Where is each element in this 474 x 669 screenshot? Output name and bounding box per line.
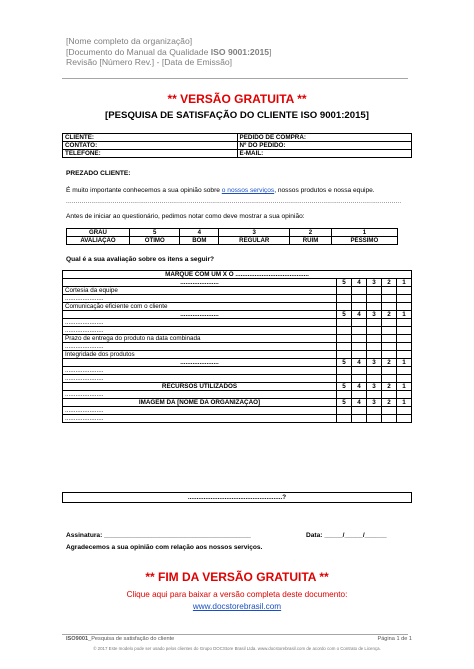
rating-cell[interactable]: 5 <box>337 279 352 287</box>
rating-cell[interactable]: 1 <box>397 311 412 319</box>
survey-row <box>63 383 412 391</box>
survey-item-label: ...................... <box>63 359 337 367</box>
rating-cell[interactable]: 2 <box>382 359 397 367</box>
rating-cell[interactable] <box>397 327 412 335</box>
survey-title: [PESQUISA DE SATISFAÇÃO DO CLIENTE ISO 9001:2015] <box>105 110 369 121</box>
survey-row <box>63 415 412 423</box>
signature-line: Assinatura: ________________________________________ <box>66 532 251 539</box>
table-row: AVALIAÇÃO ÓTIMO BOM REGULAR RUIM PÉSSIMO <box>67 237 398 245</box>
rating-cell[interactable]: 4 <box>352 359 367 367</box>
rating-cell[interactable] <box>352 319 367 327</box>
survey-row <box>63 311 412 319</box>
rating-cell[interactable] <box>397 407 412 415</box>
date-line: Data: _____/_____/______ <box>306 532 387 539</box>
table-row: CONTATO: Nº DO PEDIDO: <box>63 142 412 150</box>
rating-cell[interactable] <box>397 391 412 399</box>
download-cta[interactable]: Clique aqui para baixar a versão completa deste documento: <box>126 590 348 599</box>
rating-cell[interactable] <box>397 295 412 303</box>
survey-item-label: ...................... <box>63 343 337 351</box>
header-divider <box>62 78 408 79</box>
rating-cell[interactable]: 2 <box>382 311 397 319</box>
rating-cell[interactable] <box>367 415 382 423</box>
rating-cell[interactable]: 3 <box>367 311 382 319</box>
rating-cell[interactable] <box>397 415 412 423</box>
rating-cell[interactable] <box>337 343 352 351</box>
survey-item-label: ...................... <box>63 391 337 399</box>
end-free-version-title: ** FIM DA VERSÃO GRATUITA ** <box>145 570 329 584</box>
rating-cell[interactable] <box>352 351 367 359</box>
survey-row <box>63 359 412 367</box>
rating-cell[interactable] <box>382 375 397 383</box>
rating-cell[interactable] <box>382 327 397 335</box>
rating-cell[interactable] <box>352 391 367 399</box>
rating-cell[interactable] <box>352 375 367 383</box>
rating-cell[interactable] <box>337 319 352 327</box>
survey-row <box>63 287 412 295</box>
services-link[interactable]: o nossos serviços <box>221 187 275 194</box>
survey-item-label: Cortesia da equipe <box>63 287 337 295</box>
rating-cell[interactable]: 3 <box>367 359 382 367</box>
final-question-table <box>62 492 412 503</box>
rating-cell[interactable] <box>367 391 382 399</box>
rating-cell[interactable]: 2 <box>382 279 397 287</box>
survey-item-label: Prazo de entrega do produto na data combinada <box>63 335 337 343</box>
org-name: [Nome completo da organização] <box>66 36 193 46</box>
rating-cell[interactable]: 5 <box>337 399 352 407</box>
rating-cell[interactable]: 1 <box>397 359 412 367</box>
rating-cell[interactable] <box>382 415 397 423</box>
rating-cell[interactable] <box>337 391 352 399</box>
rating-cell[interactable] <box>397 303 412 311</box>
survey-item-label: ...................... <box>63 319 337 327</box>
survey-item-label: Comunicação eficiente com o cliente <box>63 303 337 311</box>
rating-cell[interactable] <box>397 375 412 383</box>
rating-cell[interactable]: 4 <box>352 383 367 391</box>
footer-divider <box>62 634 408 635</box>
rating-cell[interactable]: 5 <box>337 383 352 391</box>
survey-table <box>62 270 412 423</box>
survey-row <box>63 391 412 399</box>
survey-item-label: ...................... <box>63 279 337 287</box>
survey-row <box>63 335 412 343</box>
rating-cell[interactable] <box>382 351 397 359</box>
rating-cell[interactable] <box>382 343 397 351</box>
rating-cell[interactable] <box>382 407 397 415</box>
rating-cell[interactable]: 1 <box>397 383 412 391</box>
table-row <box>63 493 412 503</box>
rating-cell[interactable]: 2 <box>382 383 397 391</box>
thanks-text: Agradecemos a sua opinião com relação aos nossos serviços. <box>66 544 263 551</box>
rating-cell[interactable] <box>337 407 352 415</box>
table-row: TELEFONE: E-MAIL: <box>63 150 412 158</box>
survey-row <box>63 367 412 375</box>
copyright-text: © 2017 Este modelo pode ser usado pelos clientes do Grupo DOCStore Brasil Ltda. www.docstorebrasil.com de acordo com o Contrato de Licença. <box>93 646 381 651</box>
survey-item-label: ...................... <box>63 375 337 383</box>
survey-row <box>63 375 412 383</box>
footer-doc-name: ISO9001_Pesquisa de satisfação do cliente <box>66 636 175 642</box>
survey-row <box>63 303 412 311</box>
rating-cell[interactable] <box>367 367 382 375</box>
rating-cell[interactable] <box>397 319 412 327</box>
rating-cell[interactable] <box>382 367 397 375</box>
rating-cell[interactable]: 1 <box>397 399 412 407</box>
survey-row <box>63 319 412 327</box>
rating-cell[interactable] <box>382 391 397 399</box>
rating-cell[interactable] <box>367 335 382 343</box>
rating-cell[interactable] <box>367 351 382 359</box>
survey-row <box>63 351 412 359</box>
instructions-text: Antes de iniciar ao questionário, pedimos notar como deve mostrar a sua opinião: <box>66 213 305 220</box>
rating-cell[interactable] <box>367 327 382 335</box>
rating-cell[interactable] <box>337 335 352 343</box>
rating-cell[interactable] <box>337 351 352 359</box>
rating-cell[interactable]: 4 <box>352 279 367 287</box>
survey-row <box>63 399 412 407</box>
rating-cell[interactable]: 3 <box>367 383 382 391</box>
survey-row <box>63 327 412 335</box>
rating-cell[interactable] <box>367 287 382 295</box>
survey-row <box>63 295 412 303</box>
rating-cell[interactable] <box>352 303 367 311</box>
survey-row <box>63 407 412 415</box>
survey-item-label: ...................... <box>63 367 337 375</box>
rating-cell[interactable] <box>337 367 352 375</box>
rating-cell[interactable] <box>352 335 367 343</box>
document-header <box>66 36 271 68</box>
rating-cell[interactable] <box>352 367 367 375</box>
rating-cell[interactable] <box>367 295 382 303</box>
table-row: GRAU 5 4 3 2 1 <box>67 229 398 237</box>
rating-cell[interactable] <box>337 327 352 335</box>
rating-cell[interactable] <box>397 351 412 359</box>
rating-cell[interactable] <box>352 407 367 415</box>
free-version-title: ** VERSÃO GRATUITA ** <box>167 92 307 106</box>
rating-cell[interactable] <box>397 367 412 375</box>
survey-item-label: Integridade dos produtos <box>63 351 337 359</box>
survey-header: MARQUE COM UM X O .......................................... <box>63 271 412 279</box>
survey-item-label: ...................... <box>63 311 337 319</box>
survey-item-label: ...................... <box>63 407 337 415</box>
rating-cell[interactable] <box>337 287 352 295</box>
survey-item-label: RECURSOS UTILIZADOS <box>63 383 337 391</box>
rating-cell[interactable] <box>367 303 382 311</box>
rating-cell[interactable] <box>382 295 397 303</box>
rating-cell[interactable] <box>352 343 367 351</box>
greeting: PREZADO CLIENTE: <box>66 170 131 177</box>
survey-item-label: ...................... <box>63 295 337 303</box>
rating-cell[interactable] <box>352 295 367 303</box>
rating-cell[interactable] <box>367 343 382 351</box>
rating-cell[interactable] <box>337 415 352 423</box>
rating-cell[interactable] <box>367 319 382 327</box>
rating-cell[interactable]: 1 <box>397 279 412 287</box>
dotted-line: ............................................................................................................................................................................ <box>66 198 402 205</box>
rating-cell[interactable] <box>382 303 397 311</box>
rating-cell[interactable] <box>367 375 382 383</box>
survey-item-label: IMAGEM DA [NOME DA ORGANIZAÇÃO] <box>63 399 337 407</box>
rating-cell[interactable] <box>382 335 397 343</box>
rating-cell[interactable] <box>382 287 397 295</box>
rating-cell[interactable] <box>337 295 352 303</box>
final-question: ......................................................? <box>63 493 412 503</box>
rating-cell[interactable]: 5 <box>337 359 352 367</box>
rating-cell[interactable] <box>337 375 352 383</box>
table-row: CLIENTE: PEDIDO DE COMPRA: <box>63 134 412 142</box>
question-text: Qual é a sua avaliação sobre os itens a seguir? <box>66 256 215 263</box>
rating-cell[interactable]: 4 <box>352 399 367 407</box>
client-info-table <box>62 133 412 158</box>
rating-cell[interactable] <box>367 407 382 415</box>
rating-cell[interactable] <box>352 327 367 335</box>
rating-cell[interactable] <box>397 343 412 351</box>
rating-cell[interactable]: 5 <box>337 311 352 319</box>
grade-legend-table <box>66 228 398 245</box>
survey-item-label: ...................... <box>63 327 337 335</box>
manual-title: [Documento do Manual da Qualidade ISO 9001:2015] <box>66 46 272 57</box>
rating-cell[interactable]: 3 <box>367 279 382 287</box>
rating-cell[interactable] <box>352 287 367 295</box>
rating-cell[interactable] <box>337 303 352 311</box>
rating-cell[interactable]: 4 <box>352 311 367 319</box>
rating-cell[interactable]: 2 <box>382 399 397 407</box>
rating-cell[interactable] <box>397 335 412 343</box>
rating-cell[interactable] <box>352 415 367 423</box>
page-number: Página 1 de 1 <box>377 636 412 642</box>
survey-item-label: ...................... <box>63 415 337 423</box>
survey-header-row <box>63 271 412 279</box>
survey-row <box>63 343 412 351</box>
rating-cell[interactable] <box>382 319 397 327</box>
rating-cell[interactable]: 3 <box>367 399 382 407</box>
revision-line: Revisão [Número Rev.] - [Data de Emissão] <box>66 57 233 67</box>
rating-cell[interactable] <box>397 287 412 295</box>
survey-row <box>63 279 412 287</box>
website-link[interactable]: www.docstorebrasil.com <box>192 602 282 611</box>
intro-text: É muito importante conhecemos a sua opinião sobre o nossos serviços, nossos produtos e nossa equipe. <box>66 187 375 194</box>
